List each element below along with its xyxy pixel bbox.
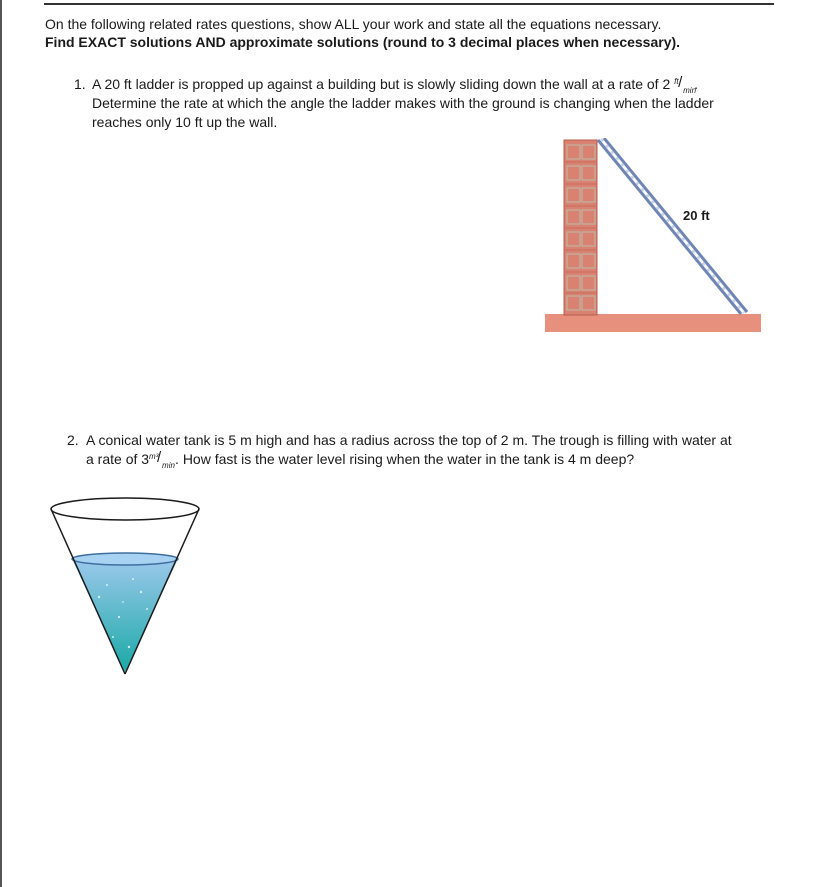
question-1-line-2: Determine the rate at which the angle the ladder makes with the ground is changing when the ladder xyxy=(92,95,714,111)
rate-unit-m3-per-min: m³ / min xyxy=(149,449,175,470)
question-2-line-1: A conical water tank is 5 m high and has a radius across the top of 2 m. The trough is filling with water at xyxy=(86,432,732,448)
water xyxy=(72,559,178,672)
ladder xyxy=(598,138,747,314)
brick-wall xyxy=(564,140,597,315)
question-1-rate-text: A 20 ft ladder is propped up against a building but is slowly sliding down the wall at a rate of 2 xyxy=(92,76,671,92)
ladder-length-label: 20 ft xyxy=(683,208,710,223)
question-2-line-2: a rate of 3 m³ / min . How fast is the water level rising when the water in the tank is 4 m deep? xyxy=(86,449,635,470)
question-1-number: 1. xyxy=(74,76,86,92)
rate-unit-ft-per-min: ft / min xyxy=(674,74,697,95)
instructions-line-2: Find EXACT solutions AND approximate solutions (round to 3 decimal places when necessary). xyxy=(45,34,681,50)
instructions xyxy=(45,15,680,51)
ladder-figure xyxy=(545,138,761,336)
water-surface xyxy=(72,553,178,565)
top-rule xyxy=(44,3,774,5)
question-1-text xyxy=(92,75,792,132)
question-2-text xyxy=(86,431,801,469)
ground xyxy=(545,314,761,332)
question-1-line-1: A 20 ft ladder is propped up against a building but is slowly sliding down the wall at a rate of 2 ft / min . xyxy=(92,74,699,95)
conical-tank-figure xyxy=(49,497,203,677)
instructions-line-1: On the following related rates questions, show ALL your work and state all the equations necessary. xyxy=(45,16,662,32)
tank-rim xyxy=(51,498,199,520)
left-margin-rule xyxy=(0,0,2,887)
question-1-line-3: reaches only 10 ft up the wall. xyxy=(92,114,278,130)
question-2-number: 2. xyxy=(67,432,79,448)
